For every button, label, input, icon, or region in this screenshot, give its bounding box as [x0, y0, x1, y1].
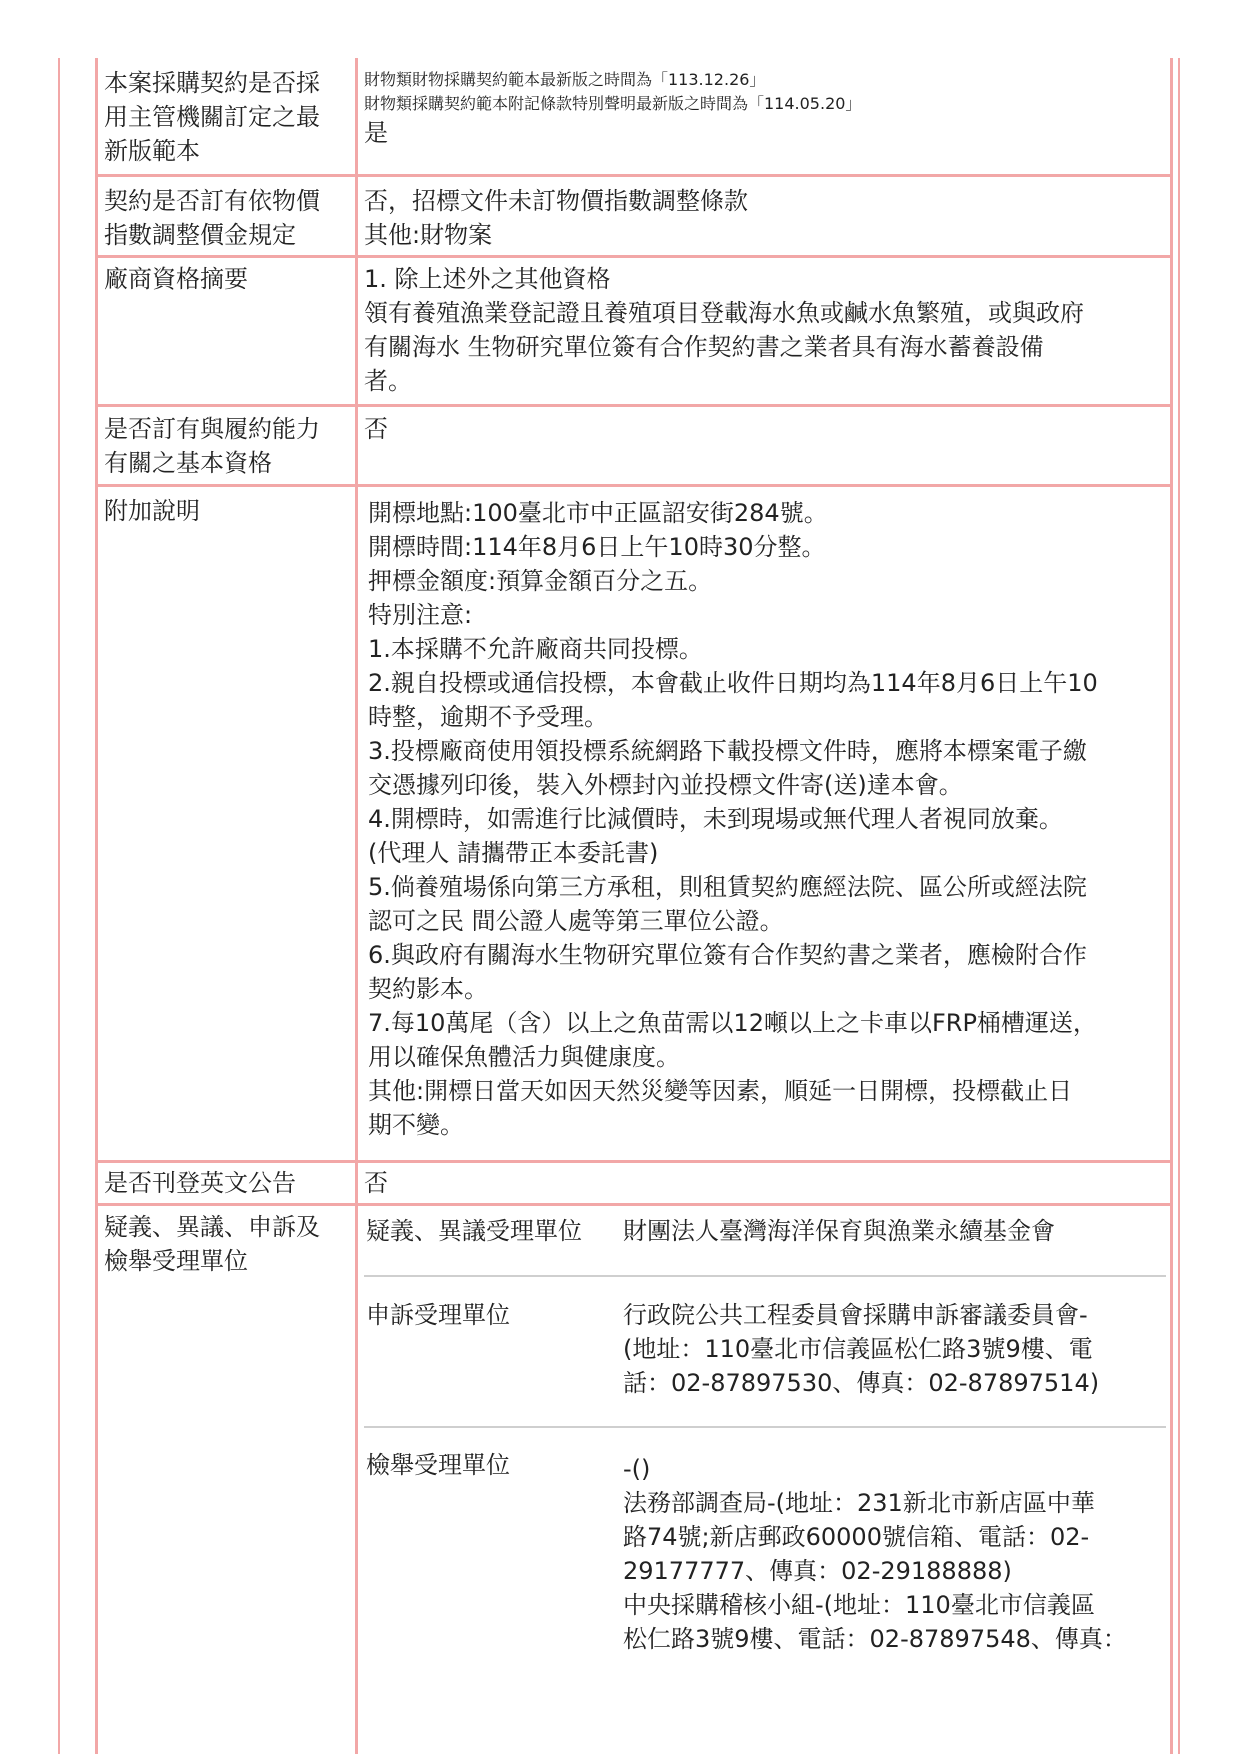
row-separator — [95, 174, 1173, 177]
row-value-price-index: 否，招標文件未訂物價指數調整條款 其他:財物案 — [364, 187, 748, 249]
row-separator — [95, 255, 1173, 258]
sub-separator — [364, 1426, 1166, 1428]
objection-unit-value: 財團法人臺灣海洋保育與漁業永續基金會 — [623, 1217, 1055, 1245]
table-border-right — [1170, 58, 1173, 1754]
row-label-english-announcement: 是否刊登英文公告 — [104, 1169, 296, 1197]
row-separator — [95, 1160, 1173, 1163]
report-unit-label: 檢舉受理單位 — [366, 1451, 510, 1479]
table-border-left — [95, 58, 98, 1754]
page-border-left — [58, 58, 60, 1754]
row-label-basic-qualification: 是否訂有與履約能力 有關之基本資格 — [104, 415, 320, 477]
row-separator — [95, 484, 1173, 487]
row-value-contract-template: 財物類財物採購契約範本最新版之時間為「113.12.26」 財物類採購契約範本附記條款特別聲明最新版之時間為「114.05.20」 是 — [364, 70, 862, 147]
row-separator — [95, 404, 1173, 407]
row-label-additional-notes: 附加說明 — [104, 497, 200, 525]
page-border-right — [1178, 58, 1180, 1754]
row-value-english-announcement: 否 — [364, 1169, 388, 1197]
row-label-price-index: 契約是否訂有依物價 指數調整價金規定 — [104, 187, 320, 249]
sub-separator — [364, 1275, 1166, 1277]
row-label-vendor-qualification: 廠商資格摘要 — [104, 265, 248, 293]
row-label-contract-template: 本案採購契約是否採 用主管機關訂定之最 新版範本 — [104, 69, 320, 165]
appeal-unit-value: 行政院公共工程委員會採購申訴審議委員會- (地址：110臺北市信義區松仁路3號9樓、電 話：02-87897530、傳真：02-87897514) — [623, 1301, 1100, 1397]
report-unit-value: -() 法務部調查局-(地址：231新北市新店區中華 路74號;新店郵政60000號信箱、電話：02- 29177777、傳真：02-29188888) 中央採購稽核小組-(地址：110臺北市信義區 松仁路3號9樓、電話：02-87897548、傳真： — [623, 1455, 1127, 1653]
row-value-additional-notes: 開標地點:100臺北市中正區詔安街284號。 開標時間:114年8月6日上午10時30分整。 押標金額度:預算金額百分之五。 特別注意: 1.本採購不允許廠商共同投標。 2.親自投標或通信投標，本會截止收件日期均為114年8月6日上午10 時整，逾期不予受理。 3.投標廠商使用領投標系統網路下載投標文件時，應將本標案電子繳 交憑據列印後，裝入外標封內並投標文件寄(送)達本會。 4.開標時，如需進行比減價時，未到現場或無代理人者視同放棄。 (代理人 請攜帶正本委託書) 5.倘養殖場係向第三方承租，則租賃契約應經法院、區公所或經法院 認可之民 間公證人處等第三單位公證。 6.與政府有關海水生物研究單位簽有合作契約書之業者，應檢附合作 契約影本。 7.每10萬尾（含）以上之魚苗需以12噸以上之卡車以FRP桶槽運送， 用以確保魚體活力與健康度。 其他:開標日當天如因天然災變等因素，順延一日開標，投標截止日 期不變。 — [368, 499, 1098, 1139]
objection-unit-label: 疑義、異議受理單位 — [366, 1217, 582, 1245]
table-column-divider — [355, 58, 358, 1754]
row-value-vendor-qualification: 1. 除上述外之其他資格 領有養殖漁業登記證且養殖項目登載海水魚或鹹水魚繁殖，或與政府 有關海水 生物研究單位簽有合作契約書之業者具有海水蓄養設備 者。 — [364, 265, 1084, 395]
row-value-basic-qualification: 否 — [364, 415, 388, 443]
row-label-complaint-units: 疑義、異議、申訴及 檢舉受理單位 — [104, 1213, 320, 1275]
row-separator — [95, 1203, 1173, 1206]
appeal-unit-label: 申訴受理單位 — [366, 1301, 510, 1329]
